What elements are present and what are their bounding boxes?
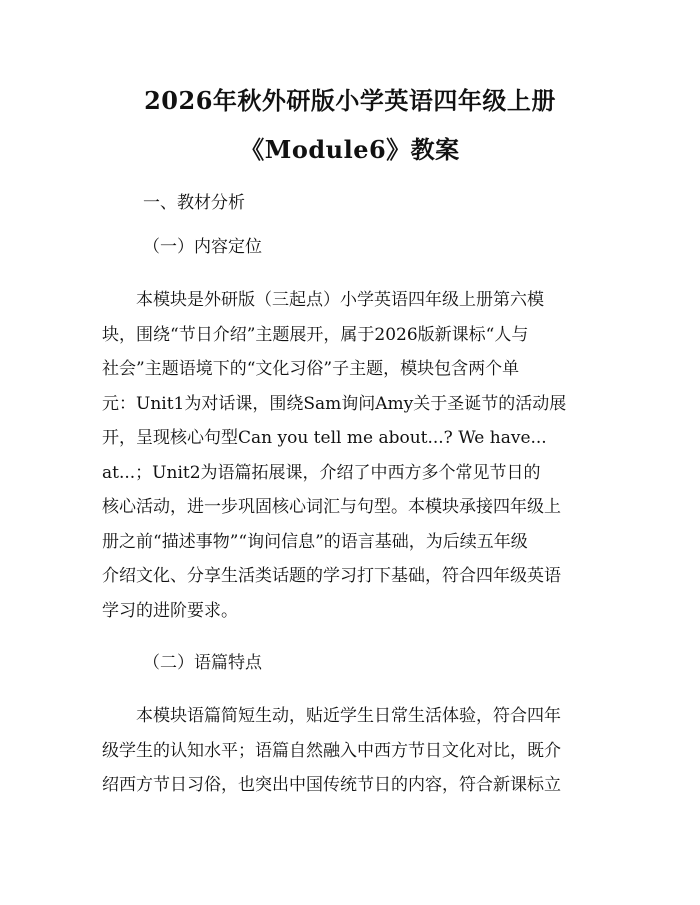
subsection-heading-text-features: （二）语篇特点	[143, 653, 262, 673]
paragraph-line: 学习的进阶要求。	[102, 600, 238, 621]
paragraph-line: 核心活动，进一步巩固核心词汇与句型。本模块承接四年级上	[102, 497, 561, 517]
document-title-line2: 《Module6》教案	[240, 135, 460, 164]
paragraph-line: 社会”主题语境下的“文化习俗”子主题，模块包含两个单	[102, 359, 520, 379]
paragraph-line: 本模块语篇简短生动，贴近学生日常生活体验，符合四年	[102, 706, 561, 726]
paragraph-line: 本模块是外研版（三起点）小学英语四年级上册第六模	[102, 290, 544, 310]
paragraph-line: 册之前“描述事物”“询问信息”的语言基础，为后续五年级	[102, 531, 528, 552]
paragraph-line: at...；Unit2为语篇拓展课，介绍了中西方多个常见节日的	[102, 462, 541, 483]
section-heading-textbook-analysis: 一、教材分析	[143, 193, 245, 213]
paragraph-line: 级学生的认知水平；语篇自然融入中西方节日文化对比，既介	[102, 740, 561, 761]
paragraph-line: 块，围绕“节日介绍”主题展开，属于2026版新课标“人与	[102, 324, 529, 345]
paragraph-content-positioning	[102, 283, 602, 628]
subsection-heading-content-positioning: （一）内容定位	[143, 237, 262, 257]
paragraph-line: 元：Unit1为对话课，围绕Sam询问Amy关于圣诞节的活动展	[102, 393, 567, 414]
document-title-line1: 2026年秋外研版小学英语四年级上册	[144, 86, 556, 115]
paragraph-text-features	[102, 699, 602, 803]
paragraph-line: 绍西方节日习俗，也突出中国传统节日的内容，符合新课标立	[102, 775, 561, 795]
paragraph-line: 介绍文化、分享生活类话题的学习打下基础，符合四年级英语	[102, 566, 561, 586]
paragraph-line: 开，呈现核心句型Can you tell me about...? We have...	[102, 428, 547, 448]
